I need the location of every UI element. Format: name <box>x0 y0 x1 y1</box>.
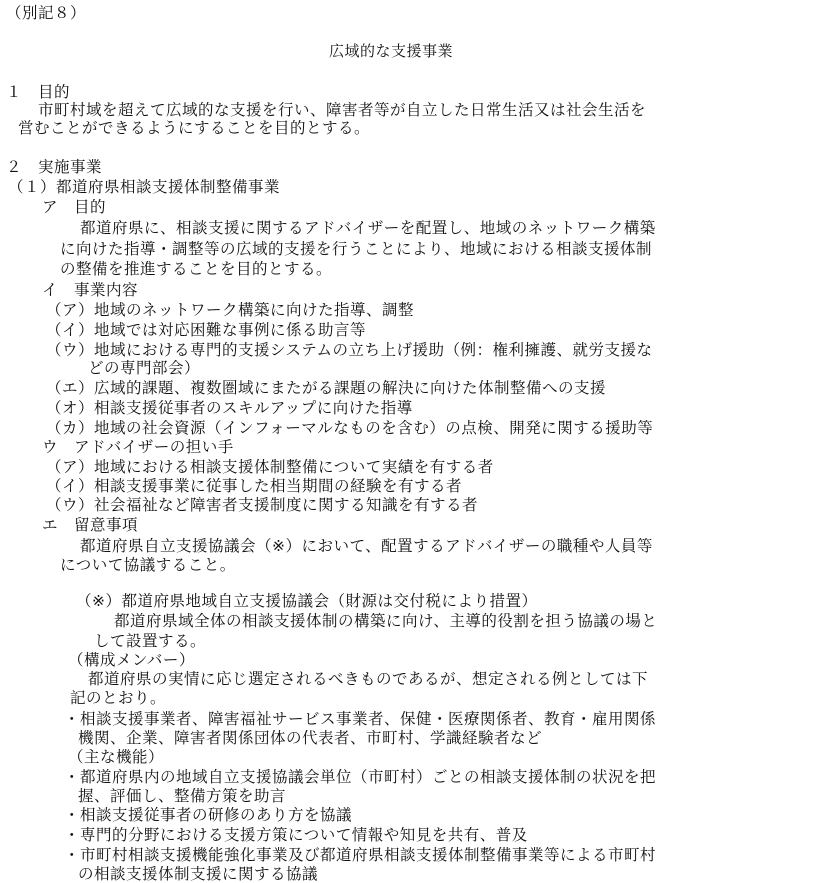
functions-bullet: ・専門的分野における支援方策について情報や知見を共有、普及 <box>64 826 528 844</box>
item-heading: ウ アドバイザーの担い手 <box>42 438 234 456</box>
functions-bullet: ・相談支援従事者の研修のあり方を協議 <box>64 806 353 824</box>
item-heading: ア 目的 <box>42 198 107 216</box>
section-1-heading: １ 目的 <box>6 83 71 101</box>
item-heading: イ 事業内容 <box>42 281 139 299</box>
functions-bullet: 握、評価し、整備方策を助言 <box>78 787 287 805</box>
page-title: 広域的な支援事業 <box>329 42 454 60</box>
note-text: 都道府県域全体の相談支援体制の構築に向け、主導的役割を担う協議の場と <box>114 612 658 630</box>
note-text: して設置する。 <box>94 632 207 650</box>
list-item: （イ）相談支援事業に従事した相当期間の経験を有する者 <box>46 477 463 495</box>
functions-bullet: ・市町村相談支援機能強化事業及び都道府県相談支援体制整備事業等による市町村 <box>64 846 657 864</box>
members-bullet: 機関、企業、障害者関係団体の代表者、市町村、学識経験者など <box>78 729 543 747</box>
list-item: （ウ）社会福祉など障害者支援制度に関する知識を有する者 <box>46 496 479 514</box>
paragraph-line: に向けた指導・調整等の広域的支援を行うことにより、地域における相談支援体制 <box>60 240 653 258</box>
paragraph-line: の整備を推進することを目的とする。 <box>60 260 333 278</box>
list-item: （ア）地域における相談支援体制整備について実績を有する者 <box>46 458 494 476</box>
subsection-heading: （１）都道府県相談支援体制整備事業 <box>8 178 281 196</box>
functions-heading: （主な機能） <box>68 748 165 766</box>
members-heading: （構成メンバー） <box>68 651 195 669</box>
paragraph-line: について協議すること。 <box>60 556 236 574</box>
functions-bullet: ・都道府県内の地域自立支援協議会単位（市町村）ごとの相談支援体制の状況を把 <box>64 768 657 786</box>
paragraph-line: 都道府県に、相談支援に関するアドバイザーを配置し、地域のネットワーク構築 <box>80 219 656 237</box>
note-heading: （※）都道府県地域自立支援協議会（財源は交付税により措置） <box>76 592 538 610</box>
list-item: （ウ）地域における専門的支援システムの立ち上げ援助（例：権利擁護、就労支援な <box>46 341 653 359</box>
list-item: （ア）地域のネットワーク構築に向けた指導、調整 <box>46 301 415 319</box>
section-2-heading: ２ 実施事業 <box>6 158 103 176</box>
section-1-text: 営むことができるようにすることを目的とする。 <box>18 119 371 137</box>
list-item: （カ）地域の社会資源（インフォーマルなものを含む）の点検、開発に関する援助等 <box>46 419 654 437</box>
members-text: 都道府県の実情に応じ選定されるべきものであるが、想定される例としては下 <box>88 670 649 688</box>
functions-bullet: の相談支援体制支援に関する協議 <box>78 865 319 883</box>
list-item: （イ）地域では対応困難な事例に係る助言等 <box>46 321 367 339</box>
paragraph-line: 都道府県自立支援協議会（※）において、配置するアドバイザーの職種や人員等 <box>80 537 653 555</box>
item-heading: エ 留意事項 <box>42 516 139 534</box>
list-item: （エ）広域的課題、複数圏域にまたがる課題の解決に向けた体制整備への支援 <box>46 379 607 397</box>
section-1-text: 市町村域を超えて広域的な支援を行い、障害者等が自立した日常生活又は社会生活を <box>38 101 647 119</box>
annex-label: （別記８） <box>6 4 87 22</box>
list-item: どの専門部会） <box>88 359 201 377</box>
members-bullet: ・相談支援事業者、障害福祉サービス事業者、保健・医療関係者、教育・雇用関係 <box>64 710 657 728</box>
members-text: 記のとおり。 <box>70 689 167 707</box>
list-item: （オ）相談支援従事者のスキルアップに向けた指導 <box>46 399 413 417</box>
